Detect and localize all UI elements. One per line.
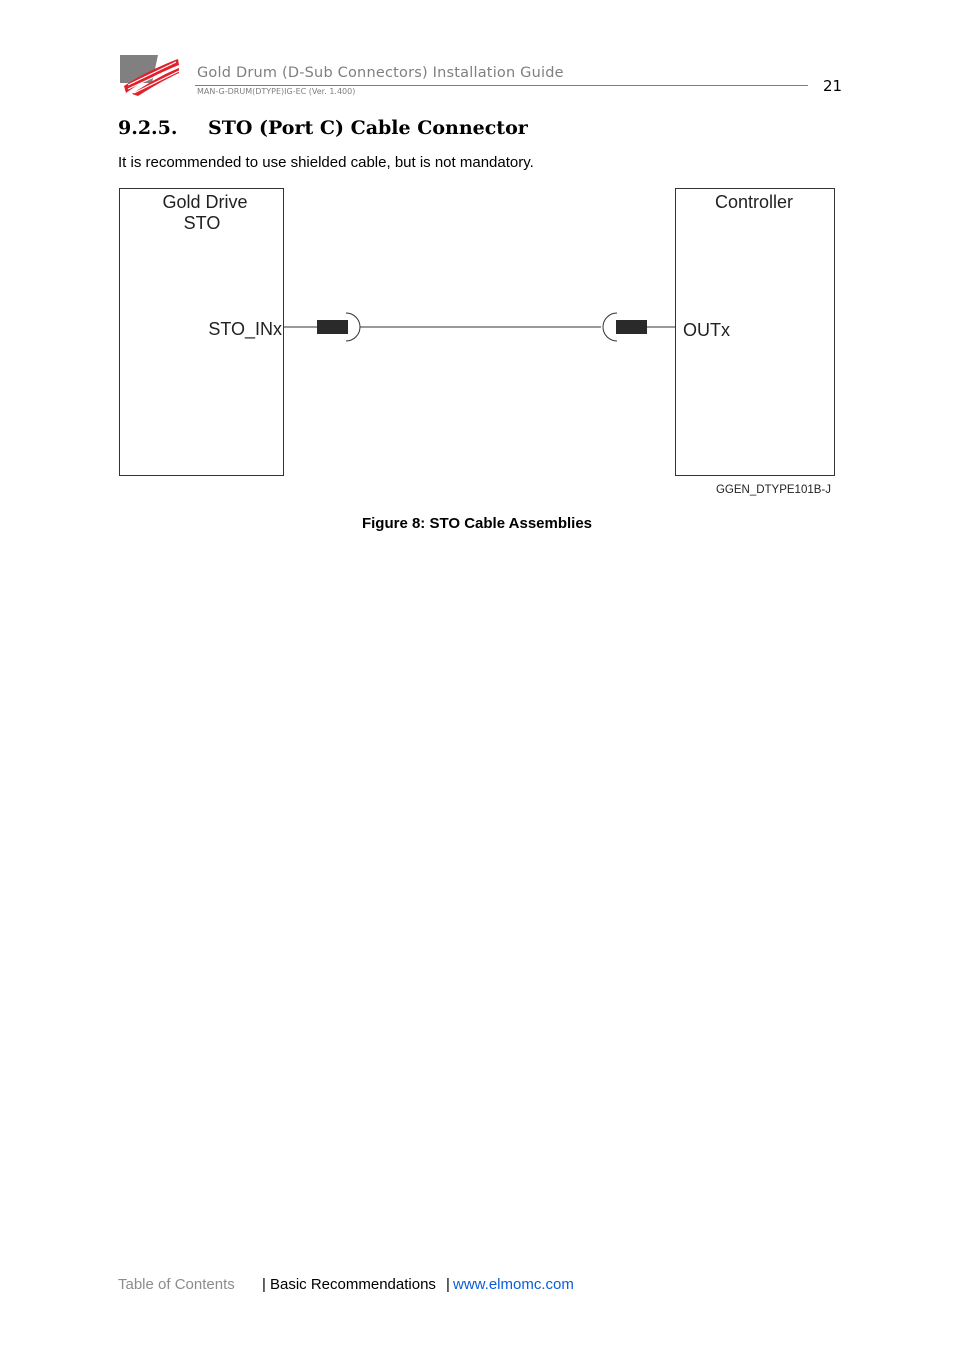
right-shield-arc (603, 313, 617, 341)
left-connector-plug (317, 320, 348, 334)
footer-section-name: Basic Recommendations (270, 1276, 436, 1293)
page-number: 21 (823, 77, 843, 95)
figure-code: GGEN_DTYPE101B-J (715, 484, 831, 496)
outx-label: OUTx (683, 320, 730, 340)
section-title: STO (Port C) Cable Connector (208, 117, 528, 139)
left-shield-arc (346, 313, 360, 341)
controller-title: Controller (714, 192, 794, 212)
sto-inx-label: STO_INx (208, 319, 282, 339)
footer-website-link[interactable]: www.elmomc.com (453, 1276, 574, 1293)
figure-caption: Figure 8: STO Cable Assemblies (361, 515, 593, 532)
header-subtitle: MAN-G-DRUM(DTYPE)IG-EC (Ver. 1.400) (197, 87, 356, 96)
footer-toc-link[interactable]: Table of Contents (118, 1276, 235, 1293)
right-connector-plug (616, 320, 647, 334)
gold-drive-title-line2: STO (183, 213, 221, 233)
sto-cable-diagram (110, 180, 850, 505)
footer-separator: | (262, 1276, 266, 1293)
header-title: Gold Drum (D-Sub Connectors) Installation Guide (197, 65, 564, 81)
gold-drive-title-line1: Gold Drive (162, 192, 248, 212)
footer-separator: | (446, 1276, 450, 1293)
section-number: 9.2.5. (118, 117, 178, 139)
elmo-logo (118, 53, 180, 97)
body-paragraph: It is recommended to use shielded cable, but is not mandatory. (118, 154, 534, 171)
header-divider (195, 85, 808, 86)
